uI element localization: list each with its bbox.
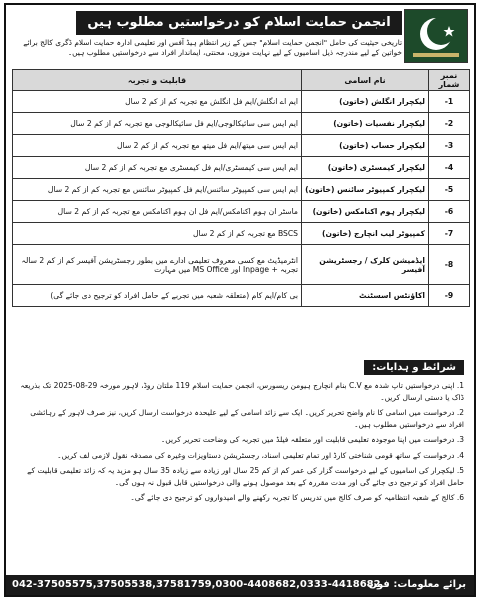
row-number: -9 (429, 285, 470, 307)
row-number: -2 (429, 113, 470, 135)
ad-title: انجمن حمایت اسلام کو درخواستیں مطلوب ہیں (76, 11, 402, 35)
terms-item: 4. درخواست کے ساتھ قومی شناختی کارڈ اور تمام تعلیمی اسناد، رجسٹریشن دستاویزات وغیرہ کی مصدقہ نقول لازمی لف کریں۔ (57, 450, 464, 460)
ad-intro: تاریخی حیثیت کی حامل "انجمن حمایت اسلام" جس کے زیر انتظام ہیڈ آفس اور تعلیمی ادارہ حمایت اسلام ڈگری کالج برائے خواتین کے لیے مندرجہ ذیل اسامیوں کے لیے نہایت موزوں، محنتی، ایماندار افراد سے درخواستیں مطلوب ہیں۔ (23, 38, 402, 57)
row-number: -5 (429, 179, 470, 201)
table-row (13, 113, 470, 135)
row-qualification: بی کام/ایم کام (متعلقہ شعبہ میں تجربے کے حامل افراد کو ترجیح دی جائے گی) (13, 285, 302, 307)
row-qualification: BSCS مع تجربہ کم از کم 2 سال (13, 223, 302, 245)
row-post: لیکچرار انگلش (خاتون) (302, 91, 429, 113)
job-advertisement (4, 3, 476, 597)
row-qualification: ایم ایس سی میتھ/ایم فل میتھ مع تجربہ کم از کم 2 سال (13, 135, 302, 157)
terms-item: 1. اپنی درخواستیں تاپ شدہ مع C.V بنام انچارج ہیومن ریسورس، انجمن حمایت اسلام 119 ملتان روڈ، لاہور مورخہ 29-08-2025 تک بذریعہ ڈاک یا دستی ارسال کریں۔ (20, 381, 464, 402)
table-row (13, 135, 470, 157)
crescent-star-icon (405, 10, 467, 62)
row-post: لیکچرار کیمسٹری (خاتون) (302, 157, 429, 179)
column-header-number: نمبر شمار (429, 70, 470, 91)
row-number: -1 (429, 91, 470, 113)
row-qualification: ماسٹر ان ہوم اکنامکس/ایم فل ان ہوم اکنامکس مع تجربہ کم از کم 2 سال (13, 201, 302, 223)
contact-footer (6, 575, 474, 595)
table-row (13, 179, 470, 201)
table-row (13, 201, 470, 223)
row-qualification: ایم ایس سی کمپیوٹر سائنس/ایم فل کمپیوٹر سائنس مع تجربہ کم از کم 2 سال (13, 179, 302, 201)
vacancies-table (12, 69, 470, 307)
row-number: -7 (429, 223, 470, 245)
ad-header (6, 5, 474, 65)
terms-list (14, 380, 464, 508)
row-qualification: ایم ایس سی سائیکالوجی/ایم فل سائیکالوجی مع تجربہ کم از کم 2 سال (13, 113, 302, 135)
row-post: ایڈمیشن کلرک / رجسٹریشن آفیسر (302, 245, 429, 285)
terms-heading: شرائط و ہدایات: (364, 360, 464, 375)
institution-logo (404, 9, 468, 63)
row-post: لیکچرار حساب (خاتون) (302, 135, 429, 157)
table-row (13, 245, 470, 285)
row-qualification: ایم ایس سی کیمسٹری/ایم فل کیمسٹری مع تجربہ کم از کم 2 سال (13, 157, 302, 179)
terms-item: 2. درخواست میں اسامی کا نام واضح تحریر کریں۔ ایک سے زائد اسامی کے لیے علیحدہ درخواست ارسال کریں، نیز صرف لاہور کے رہائشی افراد سے درخواستیں مطلوب ہیں۔ (30, 408, 464, 429)
terms-item: 5. لیکچرار کی اسامیوں کے لیے درخواست گزار کی عمر کم از کم 25 سال اور زیادہ سے زیادہ 35 سال ہو مزید یہ کہ زائد تعلیمی قابلیت کے حامل افراد کو ترجیح دی جائے گی اور مدت مقررہ کے بعد موصول ہونے والی درخواستیں قابل قبول نہ ہوں گی۔ (27, 466, 464, 487)
row-post: لیکچرار ہوم اکنامکس (خاتون) (302, 201, 429, 223)
table-row (13, 91, 470, 113)
column-header-post: نام اسامی (302, 70, 429, 91)
contact-label: برائے معلومات: فون (368, 579, 466, 590)
row-post: لیکچرار نفسیات (خاتون) (302, 113, 429, 135)
table-row (13, 157, 470, 179)
table-row (13, 223, 470, 245)
row-post: لیکچرار کمپیوٹر سائنس (خاتون) (302, 179, 429, 201)
row-qualification: ایم اے انگلش/ایم فل انگلش مع تجربہ کم از کم 2 سال (13, 91, 302, 113)
row-post: کمپیوٹر لیب انچارج (خاتون) (302, 223, 429, 245)
row-qualification: انٹرمیڈیٹ مع کسی معروف تعلیمی ادارے میں بطور رجسٹریشن آفیسر کم از کم 2 سالہ تجربہ + Inpage اور MS Office میں مہارت (13, 245, 302, 285)
column-header-qualification: قابلیت و تجربہ (13, 70, 302, 91)
row-number: -3 (429, 135, 470, 157)
table-row (13, 285, 470, 307)
row-number: -6 (429, 201, 470, 223)
table-header-row (13, 70, 470, 91)
row-number: -4 (429, 157, 470, 179)
contact-phones: 042-37505575,37505538,37581759,0300-4408682,0333-4418682 (12, 579, 381, 590)
row-post: اکاؤنٹس اسسٹنٹ (302, 285, 429, 307)
terms-item: 3. درخواست میں اپنا موجودہ تعلیمی قابلیت اور متعلقہ فیلڈ میں تجربہ کی وضاحت تحریر کریں۔ (160, 435, 464, 444)
terms-item: 6. کالج کے شعبہ انتظامیہ کو صرف کالج میں تدریس کا تجربہ رکھنے والے امیدواروں کو ترجیح دی جائے گی۔ (130, 493, 464, 502)
row-number: -8 (429, 245, 470, 285)
